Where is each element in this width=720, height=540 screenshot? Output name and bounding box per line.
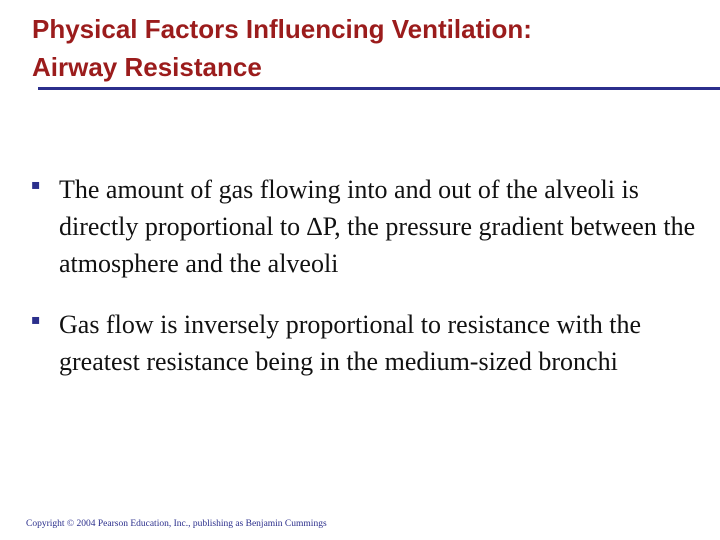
slide-title-line-1: Physical Factors Influencing Ventilation: [32, 14, 532, 44]
square-bullet-icon: ▪ [31, 312, 41, 328]
bullet-text: The amount of gas flowing into and out of the alveoli is directly proportional to ∆P, the pressure gradient between the atmosphere and the alveoli [59, 175, 696, 278]
bullet-item-resistance [31, 306, 699, 380]
bullet-item-gas-pressure [31, 171, 699, 282]
title-divider [38, 87, 720, 90]
copyright-footer: Copyright © 2004 Pearson Education, Inc., publishing as Benjamin Cummings [26, 519, 327, 529]
bullet-list [31, 171, 699, 404]
slide-title [32, 10, 702, 86]
slide-title-line-2: Airway Resistance [32, 52, 262, 82]
bullet-text: Gas flow is inversely proportional to resistance with the greatest resistance being in the medium-sized bronchi [59, 310, 641, 376]
square-bullet-icon: ▪ [31, 177, 41, 193]
